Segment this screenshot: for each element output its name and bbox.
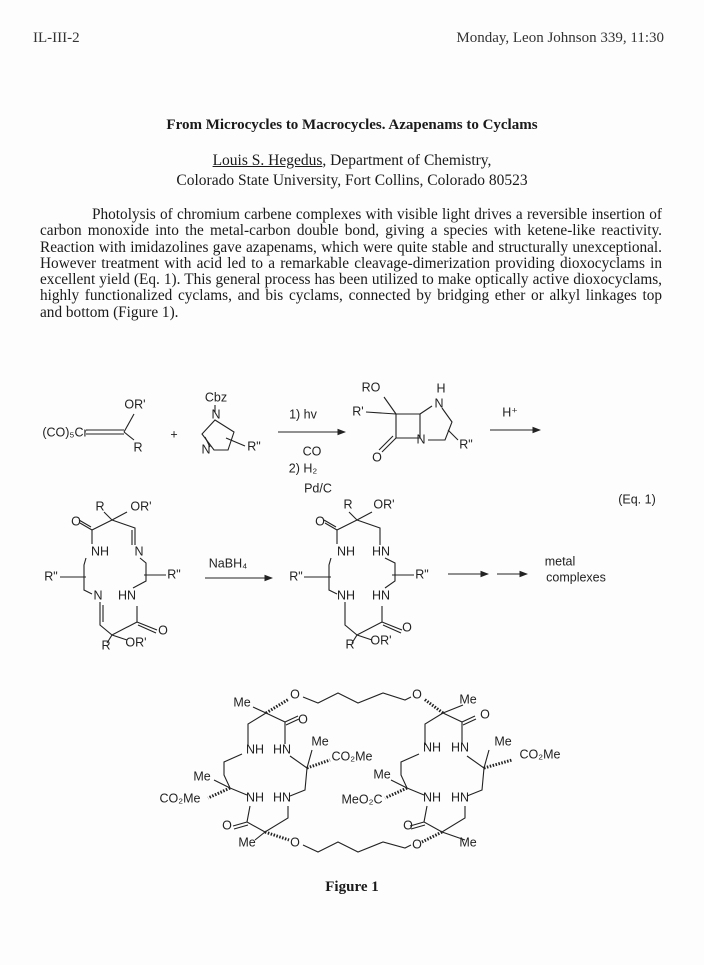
structure-label: O [158,623,168,638]
chemical-bond [484,750,489,768]
dioxo-diimine-macrocycle [44,499,180,652]
structure-label: R [133,440,143,455]
reaction-arrow-acid [490,405,540,430]
structure-label: NH [422,740,442,755]
structure-label: R [343,497,353,512]
structure-label: O [290,835,300,850]
chemical-bond [303,842,411,852]
chemical-bond [253,707,266,713]
dioxocyclam-structure [289,497,428,651]
chemical-bond [100,602,137,635]
chemical-bond [337,520,357,544]
chromium-carbene-structure [42,397,145,454]
structure-label: complexes [546,570,606,585]
structure-label: R [95,499,105,514]
structure-label: HN [371,544,391,559]
structure-label: N [211,407,221,422]
chemical-bond [92,520,112,544]
chemical-bond [428,408,452,440]
author-affiliation: Colorado State University, Fort Collins, Colorado 80523 [176,172,528,189]
chemical-bond [255,832,265,840]
chemical-bond [208,788,230,798]
reaction-arrow-complexation [448,554,606,584]
structure-label: HN [272,790,292,805]
structure-label: H⁺ [502,405,518,420]
structure-label: MeO₂C [341,792,383,807]
chemical-bond [104,512,112,520]
structure-label: (CO)₅Cr [42,425,88,440]
structure-label: HN [450,740,470,755]
chemical-bond [265,832,289,840]
page-title: From Microcycles to Macrocycles. Azapenams to Cyclams [166,117,538,133]
structure-label: CO₂Me [159,791,201,806]
chemical-bond [385,558,395,588]
azapenam-structure [352,380,472,464]
structure-label: R" [289,569,303,584]
structure-label: Me [238,835,256,850]
structure-label: R" [44,569,58,584]
structure-label: NH [336,544,356,559]
chemical-bond [226,438,245,446]
structure-label: CO₂Me [331,749,373,764]
structure-label: HN [450,790,470,805]
chemical-bond [329,558,337,594]
chemical-bond [285,716,298,722]
structure-label: O [403,818,413,833]
chemical-bond [384,397,396,414]
structure-label: CO₂Me [519,747,561,762]
author-department: , Department of Chemistry, [322,152,492,169]
structure-label: O [290,687,300,702]
structure-label: OR' [125,635,147,650]
structure-label: OR' [373,497,395,512]
structure-label: HN [272,742,292,757]
structure-label: R" [247,439,261,454]
chemical-bond [422,832,442,842]
chemical-bond [266,713,285,744]
structure-label: RO [361,380,381,395]
structure-label: N [434,396,444,411]
chemical-bond [463,719,476,725]
structure-label: NH [422,790,442,805]
chemical-bond [349,512,357,520]
chemical-bond [112,512,127,520]
structure-label: CO [302,444,322,459]
structure-label: NaBH₄ [208,556,248,571]
chemical-bond [307,750,312,768]
chemical-bond [385,788,407,798]
chemical-bond [448,430,458,440]
chemical-bond [124,414,134,432]
chemical-bond [303,693,411,703]
plus-sign: + [170,427,178,442]
structure-label: 2) H₂ [288,461,318,476]
structure-label: OR' [130,499,152,514]
structure-label: O [222,818,232,833]
structure-label: R" [167,567,181,582]
chemical-bond [467,756,484,796]
structure-label: NH [90,544,110,559]
session-code: IL-III-2 [33,30,80,46]
structure-label: OR' [370,633,392,648]
chemical-bond [290,756,307,796]
structure-label: R' [352,404,364,419]
structure-label: R" [415,567,429,582]
chemical-bond [124,432,134,440]
structure-label: 1) hv [289,407,317,422]
chemical-bond [84,558,92,594]
chemical-bond [247,806,288,832]
chemical-bond [248,713,266,745]
chemical-bond [133,558,146,588]
chemical-bond [366,412,396,414]
figure-caption: Figure 1 [325,879,379,895]
structure-label: R [345,637,355,652]
structure-label: Cbz [204,390,228,405]
chemical-bond [307,760,330,768]
structure-label: O [298,712,308,727]
chemical-bond [424,699,443,713]
structure-label: Pd/C [304,481,332,496]
imidazoline-structure [201,390,260,456]
structure-label: NH [245,790,265,805]
structure-label: N [416,432,426,447]
session-info: Monday, Leon Johnson 339, 11:30 [456,30,664,46]
structure-label: O [402,620,412,635]
reaction-arrow-photolysis [278,407,345,495]
structure-label: N [201,442,211,457]
bis-cyclam-figure [160,687,561,852]
chemical-bond [462,716,475,722]
chemical-bond [266,699,289,713]
structure-label: Me [459,835,477,850]
equation-label: (Eq. 1) [618,492,656,507]
structure-label: Me [233,695,251,710]
structure-label: HN [117,588,137,603]
structure-label: metal [544,554,576,569]
structure-label: NH [245,742,265,757]
chemical-bond [357,512,372,520]
chemical-bond [401,754,424,795]
structure-label: NH [336,588,356,603]
structure-label: Me [494,734,512,749]
chemical-bond [357,520,380,545]
author-name: Louis S. Hegedus [212,152,323,169]
chemical-bond [345,602,382,635]
structure-label: Me [311,734,329,749]
chemical-bond [286,719,299,725]
structure-label: O [480,707,490,722]
structure-label: HN [371,588,391,603]
structure-label: O [412,837,422,852]
structure-label: R" [459,437,473,452]
structure-label: O [412,687,422,702]
reaction-arrow-reduction [205,556,272,578]
structure-label: OR' [124,397,146,412]
structure-label: Me [373,767,391,782]
structure-label: O [315,514,325,529]
abstract-paragraph: Photolysis of chromium carbene complexes with visible light drives a reversible insertion of carbon monoxide into the metal-carbon double bond, giving a species with ketene-like reactivity. Reaction with imidazolines gave azapenams, which were quite stable and structurally unexceptional. However treatment with acid led to a remarkable cleavage-dimerization providing dioxocyclams in excellent yield (Eq. 1). This general process has been utilized to make optically active dioxocyclams, highly functionalized cyclams, and bis cyclams, connected by bridging ether or alkyl linkages top and bottom (Figure 1). [40,206,662,321]
structure-label: Me [193,769,211,784]
structure-label: Me [459,692,477,707]
structure-label: O [372,450,382,465]
chemical-bond [424,806,465,832]
chemical-bond [420,406,432,414]
chemical-bond [484,760,512,768]
structure-label: N [134,544,144,559]
structure-label: N [93,588,103,603]
structure-label: H [436,381,446,396]
chemical-bond [224,754,247,795]
structure-label: O [71,514,81,529]
structure-label: R [101,638,111,653]
